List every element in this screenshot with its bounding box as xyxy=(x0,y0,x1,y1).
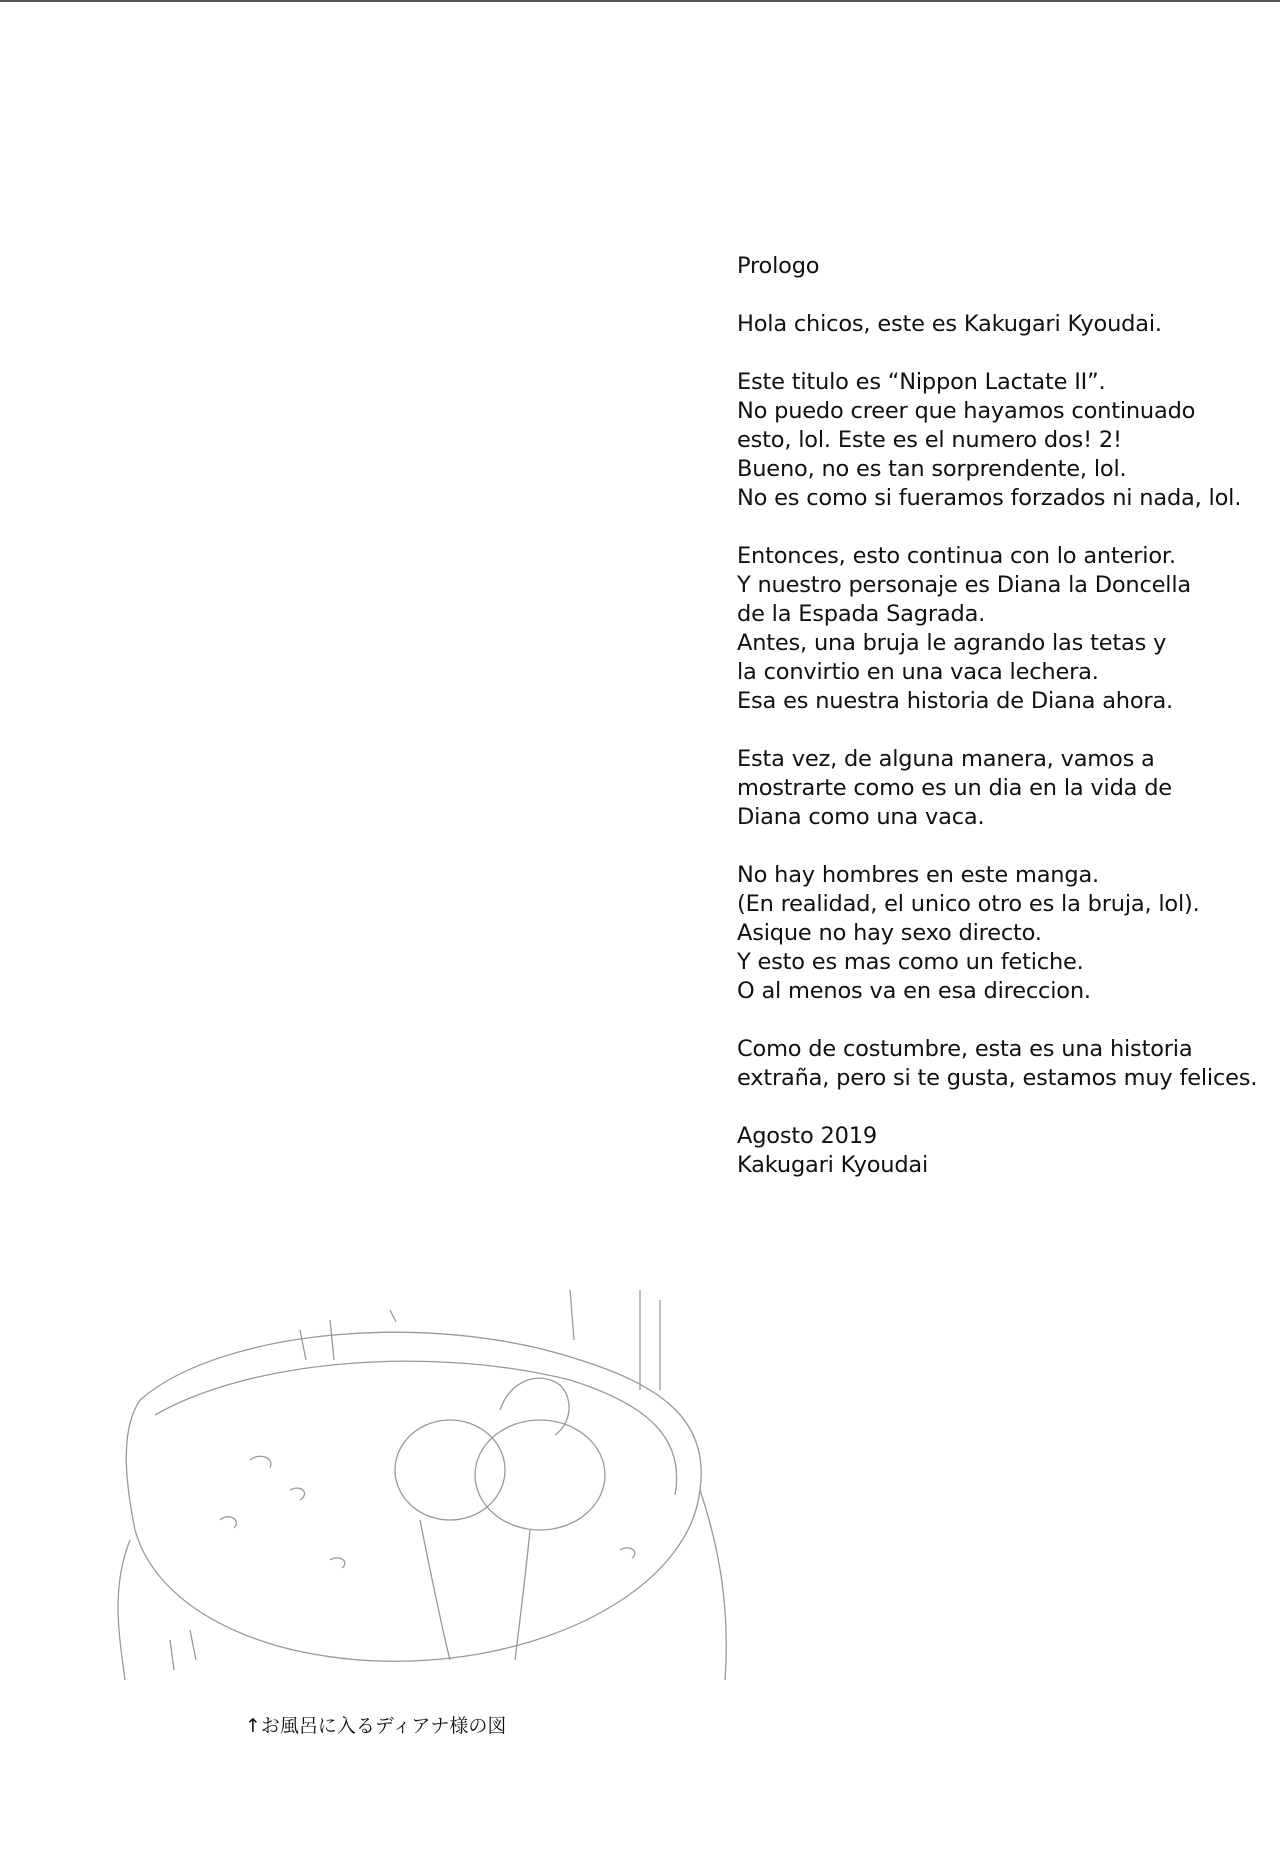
text-line: Diana como una vaca. xyxy=(737,804,985,830)
text-line: O al menos va en esa direccion. xyxy=(737,978,1091,1004)
text-line: Entonces, esto continua con lo anterior. xyxy=(737,543,1176,569)
text-line: extraña, pero si te gusta, estamos muy felices. xyxy=(737,1065,1258,1091)
text-line: Esa es nuestra historia de Diana ahora. xyxy=(737,688,1174,714)
illustration-caption: ↑お風呂に入るディアナ様の図 xyxy=(245,1715,507,1737)
signature-author: Kakugari Kyoudai xyxy=(737,1152,929,1178)
paragraph-3 xyxy=(737,542,1277,716)
bath-sketch-illustration xyxy=(100,1290,740,1680)
paragraph-4 xyxy=(737,745,1277,832)
page-border xyxy=(0,0,1280,2)
paragraph-6 xyxy=(737,1035,1277,1093)
paragraph-2 xyxy=(737,368,1277,513)
signature-date: Agosto 2019 xyxy=(737,1123,877,1149)
signature xyxy=(737,1122,1277,1180)
text-line: Y esto es mas como un fetiche. xyxy=(737,949,1084,975)
text-line: No puedo creer que hayamos continuado xyxy=(737,398,1196,424)
text-line: No es como si fueramos forzados ni nada, lol. xyxy=(737,485,1242,511)
text-line: (En realidad, el unico otro es la bruja, lol). xyxy=(737,891,1200,917)
text-line: Antes, una bruja le agrando las tetas y xyxy=(737,630,1167,656)
text-line: Asique no hay sexo directo. xyxy=(737,920,1042,946)
paragraph-5 xyxy=(737,861,1277,1006)
text-line: esto, lol. Este es el numero dos! 2! xyxy=(737,427,1122,453)
text-line: Este titulo es “Nippon Lactate II”. xyxy=(737,369,1106,395)
text-line: Esta vez, de alguna manera, vamos a xyxy=(737,746,1155,772)
title-line: Prologo xyxy=(737,253,820,279)
text-line: de la Espada Sagrada. xyxy=(737,601,986,627)
paragraph-1 xyxy=(737,310,1277,339)
prologue-text xyxy=(737,252,1277,1209)
prologue-title xyxy=(737,252,1277,281)
text-line: la convirtio en una vaca lechera. xyxy=(737,659,1099,685)
text-line: mostrarte como es un dia en la vida de xyxy=(737,775,1172,801)
text-line: Bueno, no es tan sorprendente, lol. xyxy=(737,456,1127,482)
text-line: Y nuestro personaje es Diana la Doncella xyxy=(737,572,1191,598)
text-line: Hola chicos, este es Kakugari Kyoudai. xyxy=(737,311,1162,337)
text-line: Como de costumbre, esta es una historia xyxy=(737,1036,1193,1062)
text-line: No hay hombres en este manga. xyxy=(737,862,1099,888)
